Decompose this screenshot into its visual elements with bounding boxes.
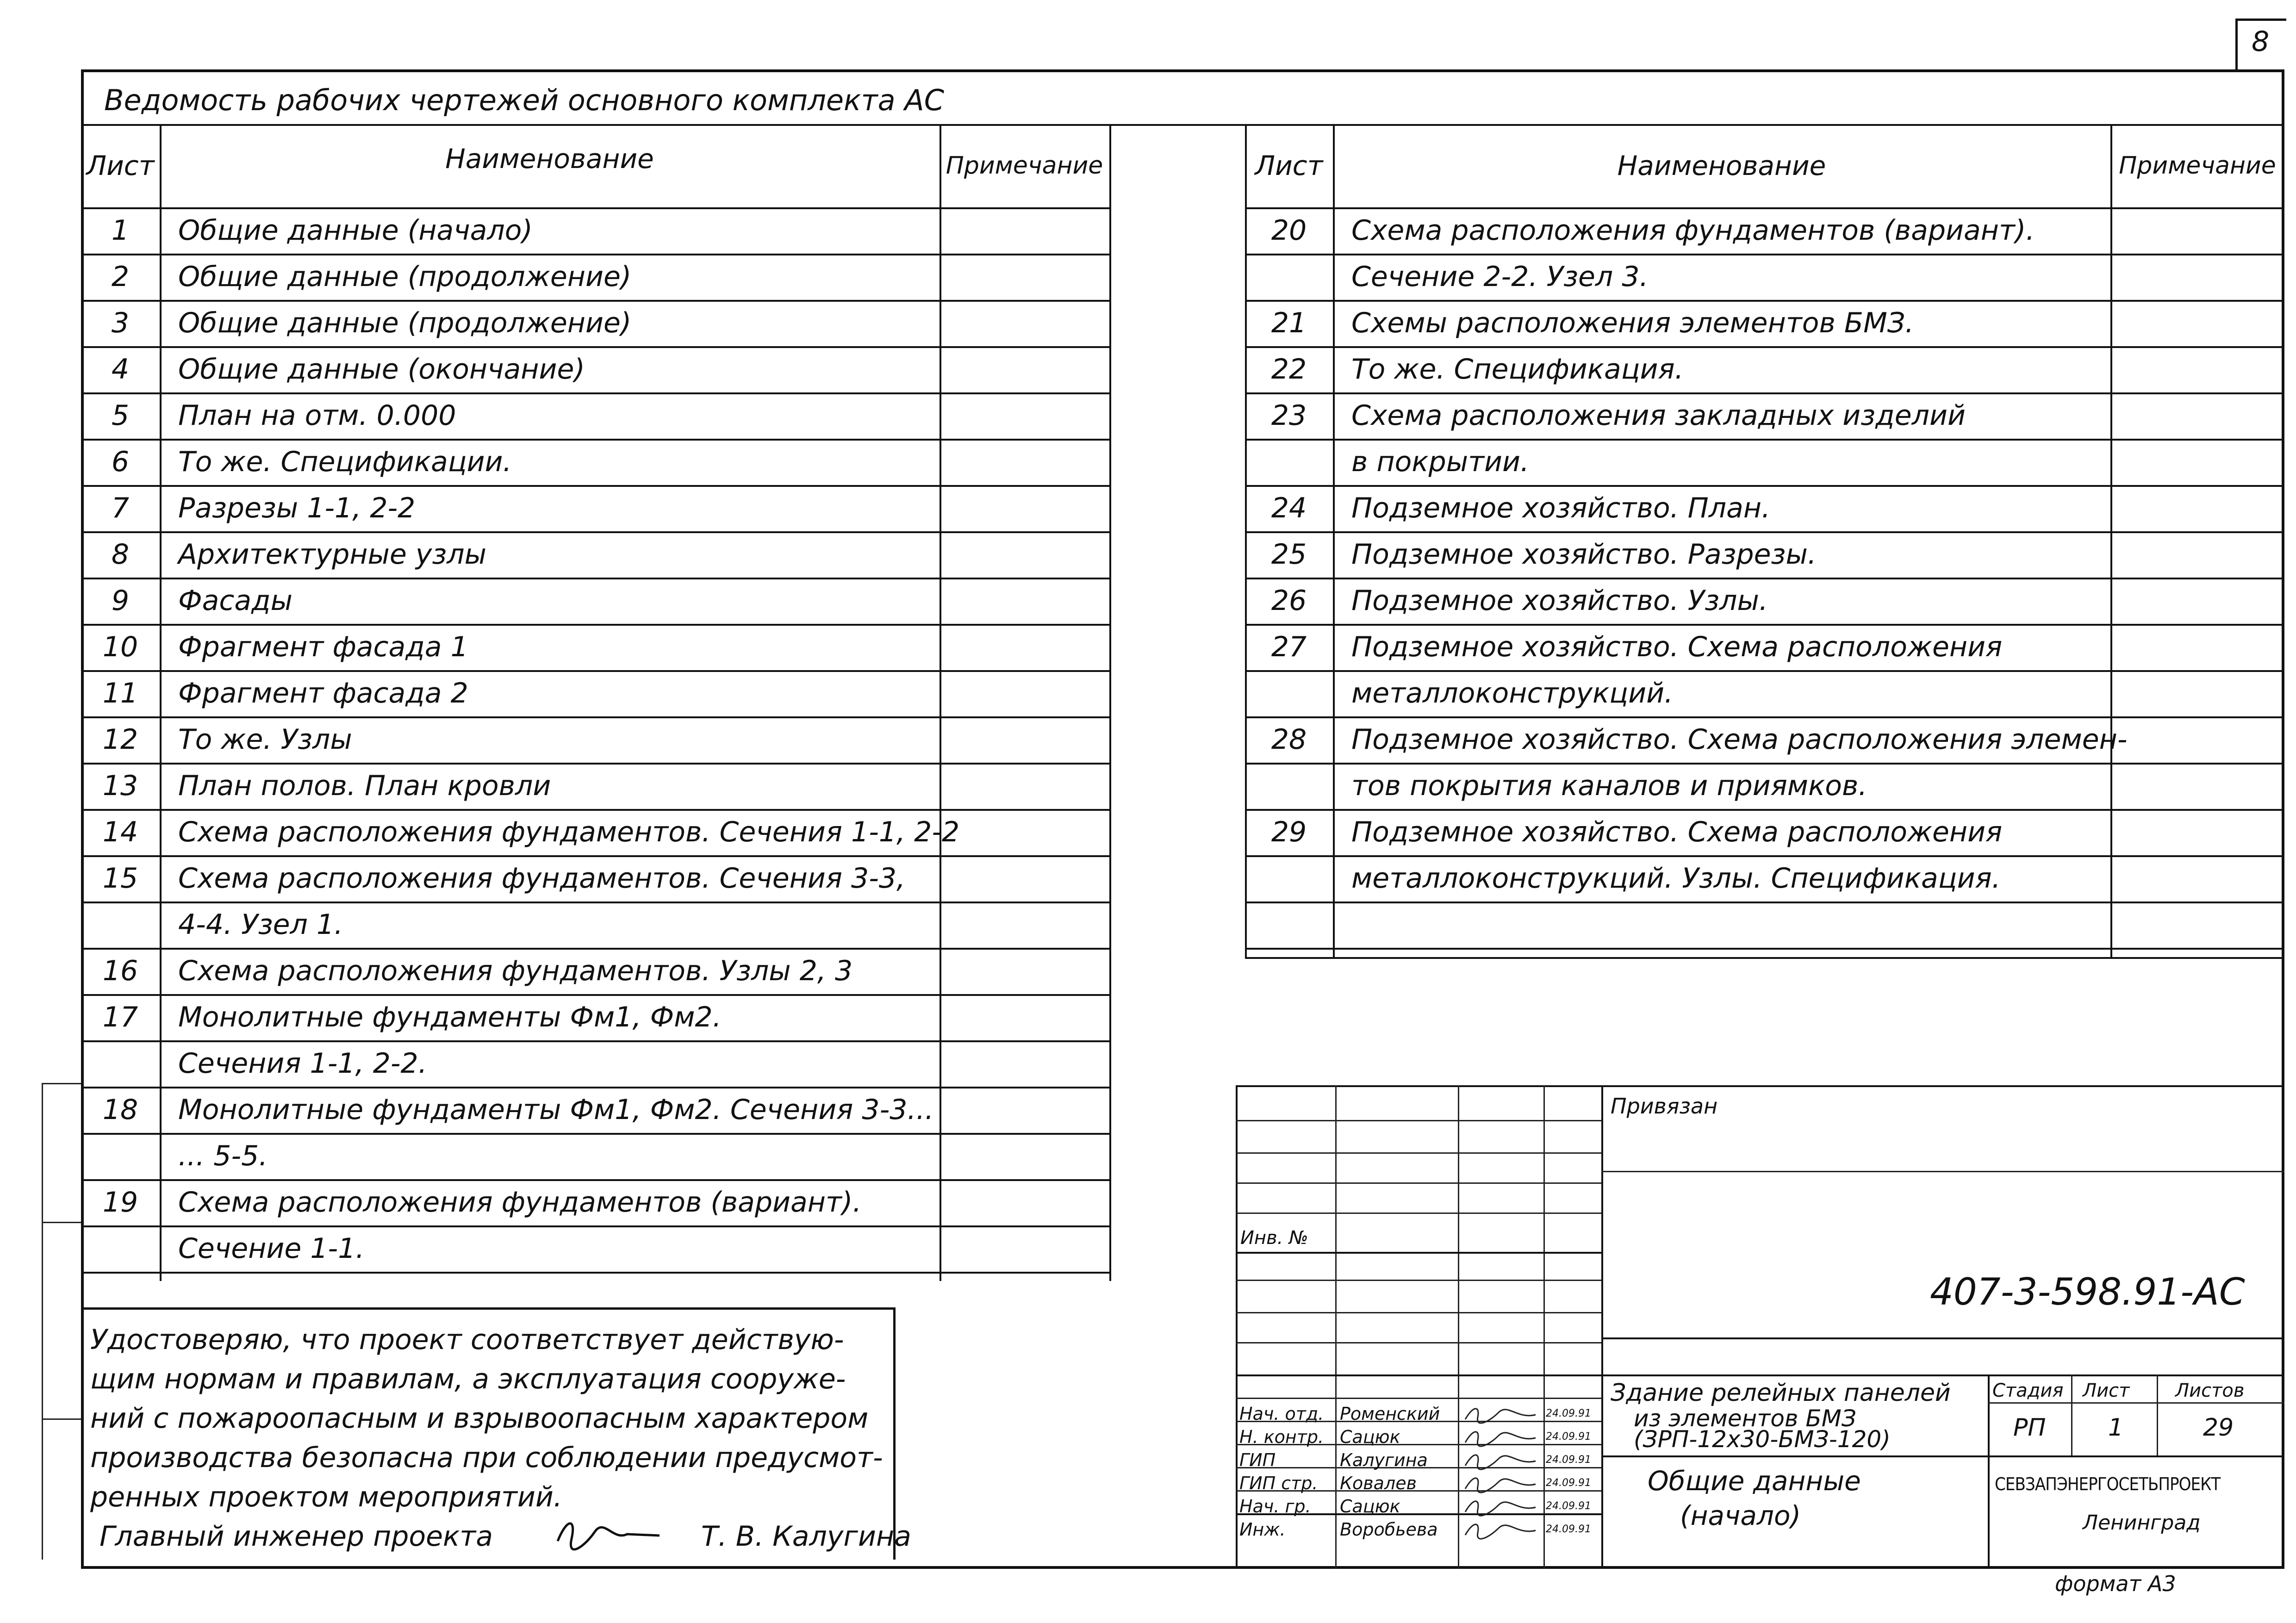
left-table-row <box>81 300 1111 346</box>
stage-value: РП <box>2013 1414 2046 1442</box>
attached-label: Привязан <box>1611 1094 1718 1119</box>
staff-date: 24.09.91 <box>1546 1500 1591 1512</box>
right-table-row <box>1245 809 2284 855</box>
right-table-row <box>1245 716 2284 763</box>
sheet-name: Общие данные (окончание) <box>178 353 585 386</box>
sheet-name: То же. Спецификации. <box>178 446 512 478</box>
cert-line: ний с пожароопасным и взрывоопасным характером <box>90 1402 869 1435</box>
sheet-number: 13 <box>102 770 138 802</box>
left-table-row <box>81 207 1111 254</box>
left-table-row <box>81 392 1111 439</box>
sheet-number: 9 <box>111 585 130 617</box>
sheet-number: 4 <box>111 353 130 386</box>
cert-line: Удостоверяю, что проект соответствует действую- <box>90 1324 844 1356</box>
sheet-name: металлоконструкций. <box>1351 677 1674 709</box>
building-name-line: из элементов БМЗ <box>1634 1405 1856 1432</box>
sheet-label: Лист <box>2083 1380 2130 1401</box>
sheet-name: Подземное хозяйство. Узлы. <box>1351 585 1768 617</box>
sheet-number: 21 <box>1271 307 1307 339</box>
sheet-number: 25 <box>1271 538 1307 571</box>
inv-label: Инв. № <box>1240 1227 1308 1249</box>
sheet-name: Схема расположения фундаментов. Узлы 2, 3 <box>178 955 853 987</box>
sheet-number: 20 <box>1271 214 1307 247</box>
left-table-row <box>81 809 1111 855</box>
left-table <box>81 124 1111 1281</box>
right-table-row <box>1245 578 2284 624</box>
staff-signature <box>1462 1519 1540 1540</box>
sheet-number: 19 <box>102 1186 138 1219</box>
right-table-row <box>1245 439 2284 485</box>
sheet-name: Схема расположения фундаментов (вариант). <box>178 1186 862 1219</box>
sheet-number: 12 <box>102 723 138 756</box>
sheet-number: 15 <box>102 862 138 895</box>
staff-role: Нач. отд. <box>1239 1404 1324 1424</box>
left-table-row <box>81 855 1111 902</box>
sheet-name: Схемы расположения элементов БМЗ. <box>1351 307 1914 339</box>
staff-role: Инж. <box>1239 1519 1286 1540</box>
left-table-row <box>81 670 1111 716</box>
sheet-name: План на отм. 0.000 <box>178 399 456 432</box>
staff-signature <box>1462 1473 1540 1493</box>
staff-name: Сацюк <box>1340 1427 1400 1447</box>
margin-line <box>42 1418 81 1420</box>
left-table-row <box>81 439 1111 485</box>
left-table-row <box>81 948 1111 994</box>
sheet-number: 26 <box>1271 585 1307 617</box>
right-header-name: Наименование <box>1617 150 1826 181</box>
left-table-row <box>81 1087 1111 1133</box>
right-table-row <box>1245 207 2284 254</box>
left-table-row <box>81 1133 1111 1179</box>
row-divider <box>81 1272 1111 1274</box>
sheet-name: То же. Спецификация. <box>1351 353 1684 386</box>
right-table-row <box>1245 485 2284 531</box>
sheet-name: металлоконструкций. Узлы. Спецификация. <box>1351 862 2001 895</box>
margin-line <box>42 1083 81 1084</box>
sheet-name: Фрагмент фасада 2 <box>178 677 468 709</box>
sheet-name: То же. Узлы <box>178 723 352 756</box>
sheet-name: Общие данные (начало) <box>178 214 533 247</box>
sheet-value: 1 <box>2108 1414 2124 1442</box>
sheet-name: Монолитные фундаменты Фм1, Фм2. <box>178 1001 722 1033</box>
staff-signature <box>1462 1426 1540 1447</box>
sheet-name: Фрагмент фасада 1 <box>178 631 468 663</box>
staff-name: Ковалев <box>1340 1473 1417 1493</box>
left-header-sheet: Лист <box>86 150 155 181</box>
sheet-name: Сечение 1-1. <box>178 1232 365 1265</box>
sheet-number: 6 <box>111 446 130 478</box>
sheet-number: 23 <box>1271 399 1307 432</box>
right-table-row <box>1245 670 2284 716</box>
organization: СЕВЗАПЭНЕРГОСЕТЬПРОЕКТ <box>1995 1474 2221 1494</box>
left-table-row <box>81 254 1111 300</box>
sheet-name: Подземное хозяйство. План. <box>1351 492 1771 524</box>
right-table-row <box>1245 763 2284 809</box>
sheet-number: 2 <box>111 261 130 293</box>
sheet-name: тов покрытия каналов и приямков. <box>1351 770 1867 802</box>
staff-date: 24.09.91 <box>1546 1454 1591 1466</box>
sheet-number: 28 <box>1271 723 1307 756</box>
sheet-number: 16 <box>102 955 138 987</box>
staff-role: Нач. гр. <box>1239 1496 1311 1517</box>
cert-line: щим нормам и правилам, а эксплуатация сооруже- <box>90 1363 846 1395</box>
sheet-number: 14 <box>102 816 138 848</box>
left-header-name: Наименование <box>445 143 654 174</box>
staff-date: 24.09.91 <box>1546 1477 1591 1489</box>
left-table-row <box>81 1040 1111 1087</box>
sheet-name: Фасады <box>178 585 293 617</box>
staff-role: Н. контр. <box>1239 1427 1324 1447</box>
staff-date: 24.09.91 <box>1546 1431 1591 1443</box>
right-header-note: Примечание <box>2119 152 2276 180</box>
signer-role: Главный инженер проекта <box>100 1520 493 1553</box>
left-table-row <box>81 716 1111 763</box>
document-code: 407-3-598.91-АС <box>1930 1270 2245 1313</box>
right-table-row <box>1245 300 2284 346</box>
sheet-name: Подземное хозяйство. Разрезы. <box>1351 538 1817 571</box>
sheet-name: Подземное хозяйство. Схема расположения <box>1351 816 2003 848</box>
chief-engineer-signature <box>553 1513 664 1555</box>
staff-date: 24.09.91 <box>1546 1408 1591 1419</box>
left-table-row <box>81 531 1111 578</box>
staff-name: Сацюк <box>1340 1496 1400 1517</box>
sheet-name: Подземное хозяйство. Схема расположения элемен- <box>1351 723 2128 756</box>
left-table-row <box>81 1179 1111 1225</box>
right-table <box>1245 124 2284 957</box>
sheet-name: Монолитные фундаменты Фм1, Фм2. Сечения 3-3... <box>178 1094 934 1126</box>
sheet-name: 4-4. Узел 1. <box>178 908 343 941</box>
left-table-row <box>81 578 1111 624</box>
right-table-row <box>1245 254 2284 300</box>
page-number-box <box>2235 19 2286 69</box>
staff-name: Калугина <box>1340 1450 1428 1470</box>
sheet-number: 5 <box>111 399 130 432</box>
left-table-row <box>81 763 1111 809</box>
right-table-row <box>1245 531 2284 578</box>
stage-label: Стадия <box>1992 1380 2064 1401</box>
sheet-number: 11 <box>102 677 138 709</box>
sheet-name: ... 5-5. <box>178 1140 268 1172</box>
sheet-name: Сечение 2-2. Узел 3. <box>1351 261 1649 293</box>
sheet-name-line: (начало) <box>1680 1500 1801 1531</box>
staff-signature <box>1462 1449 1540 1470</box>
sheet-number: 29 <box>1271 816 1307 848</box>
left-table-row <box>81 902 1111 948</box>
sheet-number: 7 <box>111 492 130 524</box>
sheet-name: Разрезы 1-1, 2-2 <box>178 492 416 524</box>
sheets-value: 29 <box>2203 1414 2234 1442</box>
staff-date: 24.09.91 <box>1546 1524 1591 1535</box>
signer-name: Т. В. Калугина <box>701 1520 911 1553</box>
right-header-sheet: Лист <box>1255 150 1323 181</box>
cert-line: ренных проектом мероприятий. <box>90 1481 562 1513</box>
building-name-line: Здание релейных панелей <box>1611 1379 1951 1407</box>
sheet-number: 18 <box>102 1094 138 1126</box>
sheet-number: 1 <box>111 214 130 247</box>
sheet-number: 27 <box>1271 631 1307 663</box>
sheets-label: Листов <box>2175 1380 2245 1401</box>
left-table-row <box>81 994 1111 1040</box>
cert-line: производства безопасна при соблюдении предусмот- <box>90 1442 883 1474</box>
sheet-name: Сечения 1-1, 2-2. <box>178 1047 427 1080</box>
sheet-name: Подземное хозяйство. Схема расположения <box>1351 631 2003 663</box>
sheet-name: Архитектурные узлы <box>178 538 487 571</box>
sheet-name: Общие данные (продолжение) <box>178 261 632 293</box>
sheet-name: Схема расположения фундаментов. Сечения 3-3, <box>178 862 906 895</box>
left-table-row <box>81 624 1111 670</box>
sheet-number: 8 <box>111 538 130 571</box>
staff-role: ГИП стр. <box>1239 1473 1318 1493</box>
sheet-number: 10 <box>102 631 138 663</box>
sheet-name: Схема расположения фундаментов. Сечения 1-1, 2-2 <box>178 816 960 848</box>
staff-name: Воробьева <box>1340 1519 1438 1540</box>
right-table-row <box>1245 346 2284 392</box>
right-table-row <box>1245 902 2284 948</box>
staff-signature <box>1462 1496 1540 1517</box>
sheet-name: в покрытии. <box>1351 446 1530 478</box>
building-name-line: (ЗРП-12х30-БМЗ-120) <box>1634 1426 1891 1453</box>
certification-block <box>81 1307 911 1560</box>
sheet-number: 17 <box>102 1001 138 1033</box>
left-header-note: Примечание <box>946 152 1103 180</box>
margin-line <box>42 1222 81 1223</box>
right-table-row <box>1245 855 2284 902</box>
page-number: 8 <box>2252 25 2270 58</box>
staff-signature <box>1462 1403 1540 1424</box>
sheet-number: 22 <box>1271 353 1307 386</box>
left-table-row <box>81 1225 1111 1272</box>
sheet-number: 3 <box>111 307 130 339</box>
sheet-name: Схема расположения закладных изделий <box>1351 399 1966 432</box>
title-block <box>1236 1085 2284 1569</box>
right-table-row <box>1245 624 2284 670</box>
row-divider <box>1245 948 2284 950</box>
city: Ленинград <box>2083 1511 2201 1535</box>
paper-format: формат А3 <box>2055 1571 2176 1596</box>
staff-name: Роменский <box>1340 1404 1440 1424</box>
sheet-title: Ведомость рабочих чертежей основного комплекта АС <box>104 83 945 117</box>
sheet-name-line: Общие данные <box>1648 1465 1861 1497</box>
margin-line <box>42 1083 43 1560</box>
sheet-name: Общие данные (продолжение) <box>178 307 632 339</box>
left-table-row <box>81 346 1111 392</box>
right-table-row <box>1245 392 2284 439</box>
sheet-number: 24 <box>1271 492 1307 524</box>
sheet-name: Схема расположения фундаментов (вариант). <box>1351 214 2035 247</box>
left-table-row <box>81 485 1111 531</box>
sheet-name: План полов. План кровли <box>178 770 551 802</box>
staff-role: ГИП <box>1239 1450 1276 1470</box>
